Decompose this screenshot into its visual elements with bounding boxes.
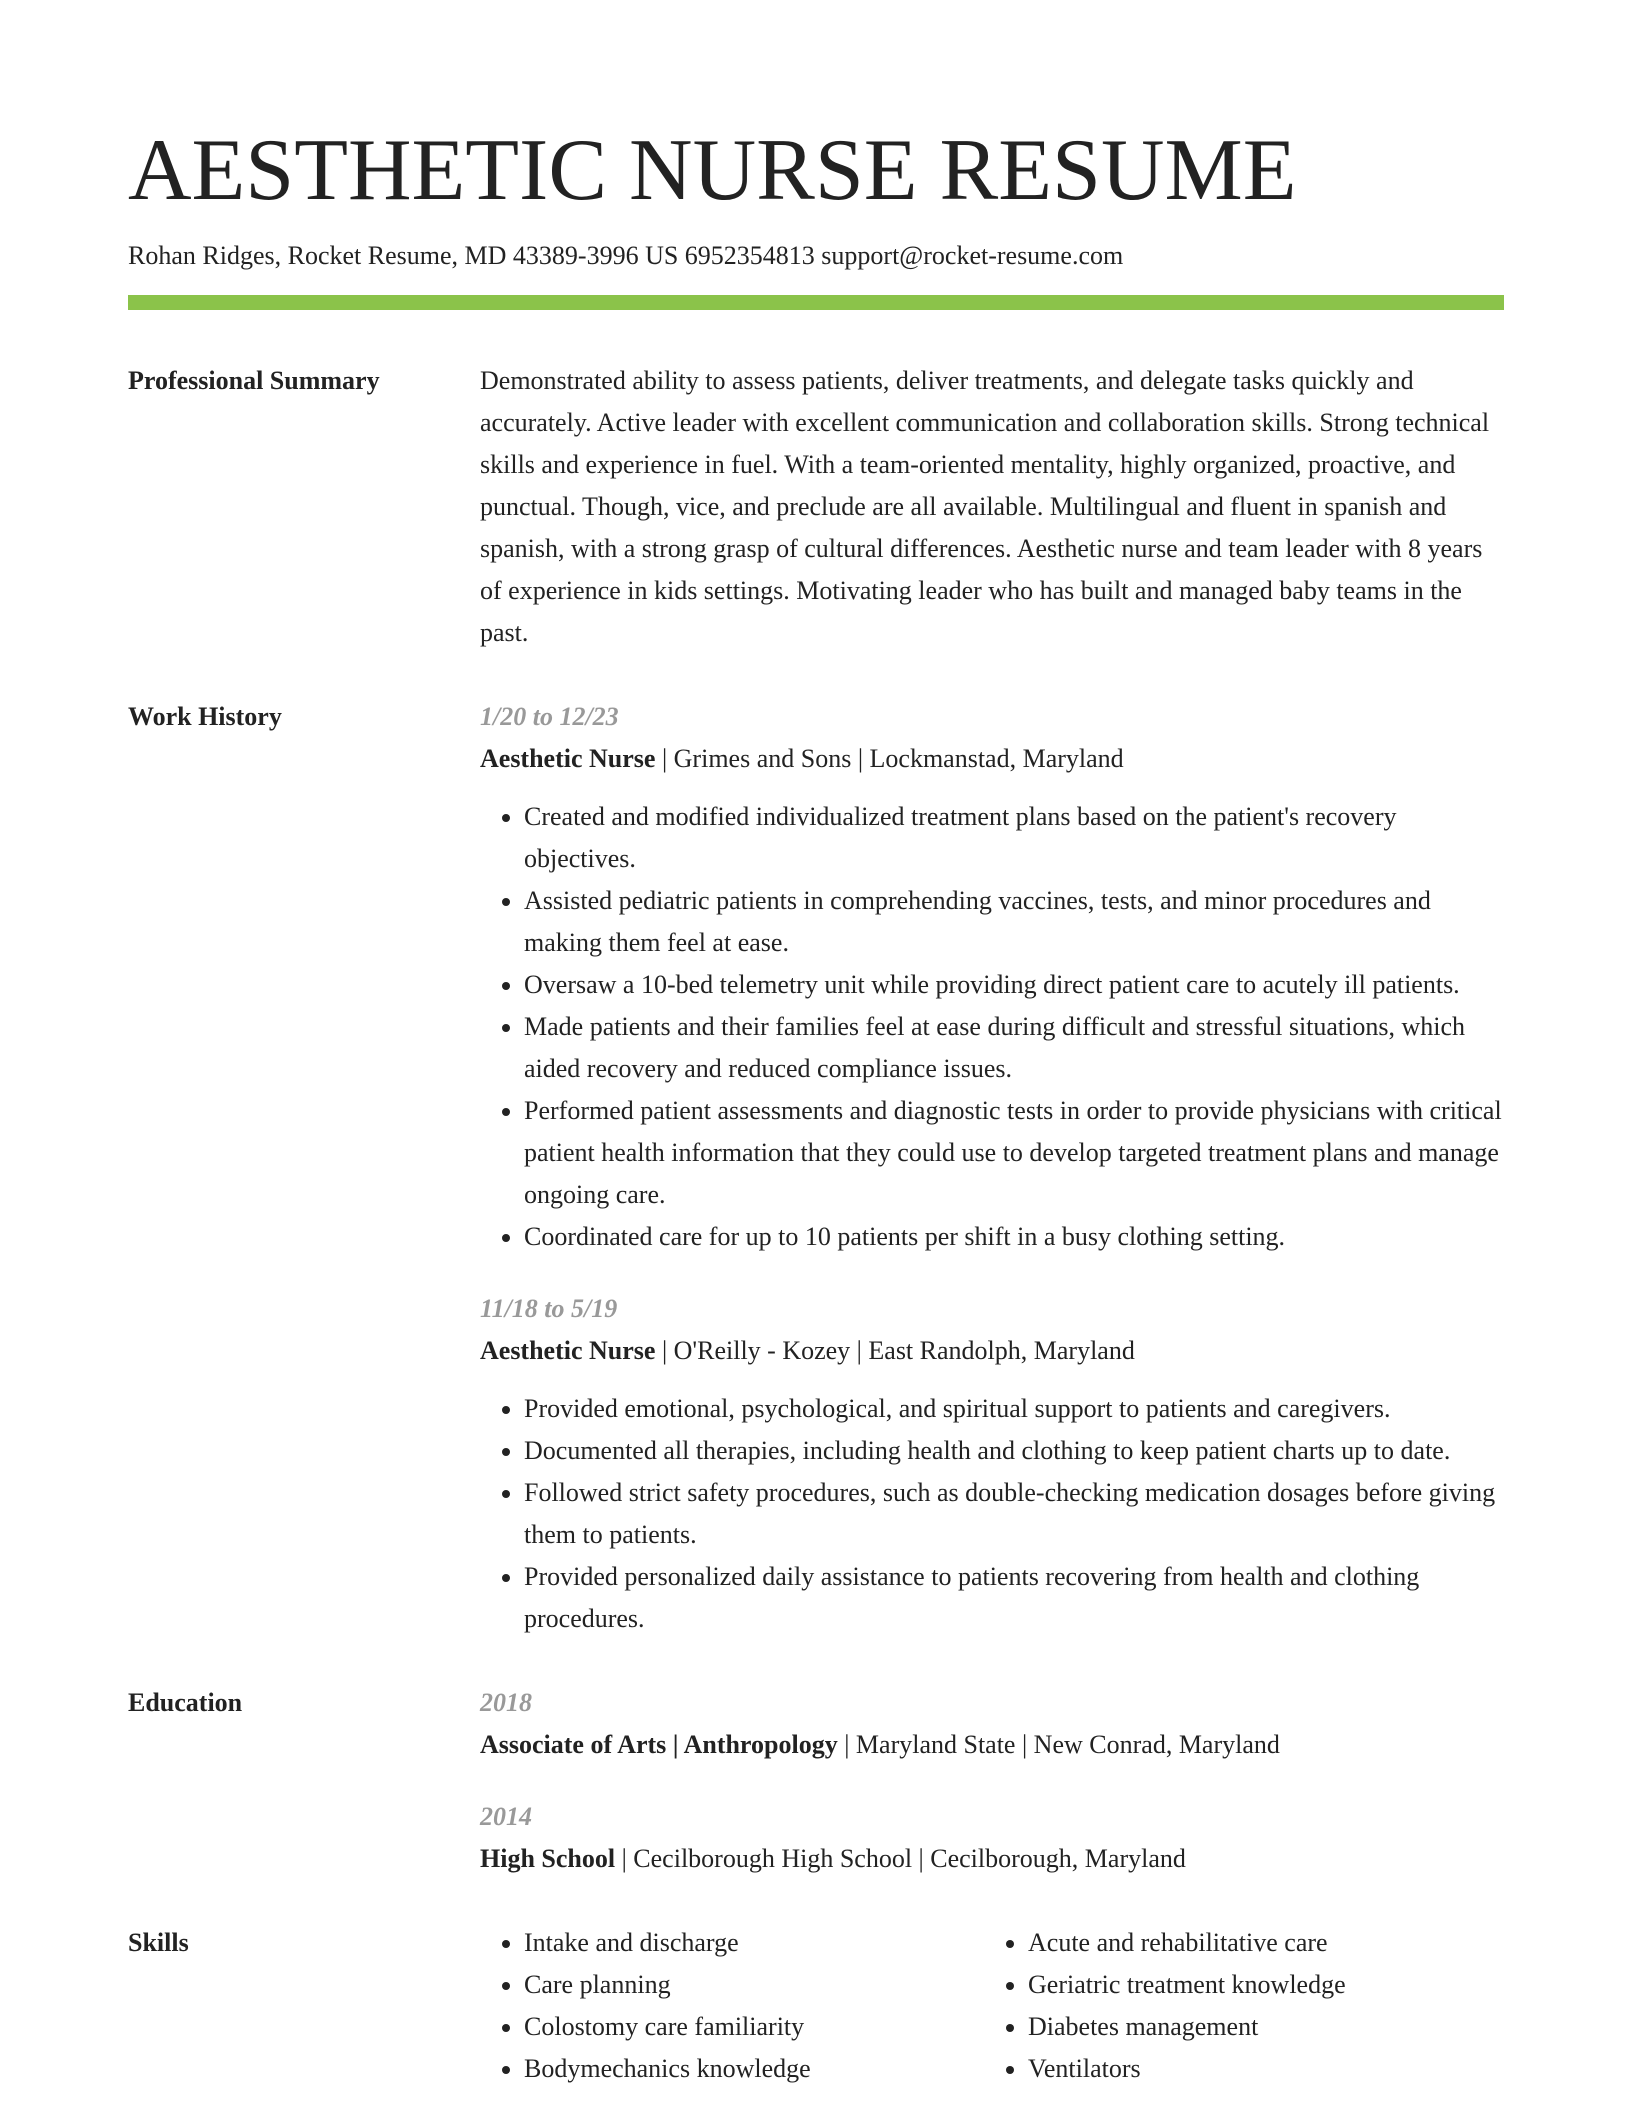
- skills-grid: [480, 1922, 1504, 2090]
- section-label-summary: Professional Summary: [128, 366, 380, 395]
- summary-body: [480, 360, 1504, 654]
- section-label-skills: Skills: [128, 1928, 189, 1957]
- education-body: [480, 1682, 1504, 1880]
- skill-item: • Care planning: [524, 1964, 984, 2006]
- education-year: 2018: [480, 1688, 532, 1717]
- skill-item: • Colostomy care familiarity: [524, 2006, 984, 2048]
- contact-line: Rohan Ridges, Rocket Resume, MD 43389-3996 US 6952354813 support@rocket-resume.com: [128, 241, 1124, 270]
- job-bullet: • Performed patient assessments and diagnostic tests in order to provide physicians with critical patient health information that they could use to develop targeted treatment plans and manage ongoing care.: [524, 1090, 1504, 1216]
- job-bullet: • Oversaw a 10-bed telemetry unit while providing direct patient care to acutely ill patients.: [524, 964, 1504, 1006]
- skill-item: • Ventilators: [1028, 2048, 1488, 2090]
- job-details: | Grimes and Sons | Lockmanstad, Maryland: [655, 744, 1124, 773]
- summary-section: [128, 360, 1504, 654]
- resume-page: [128, 0, 1504, 2090]
- job-bullet: • Provided personalized daily assistance to patients recovering from health and clothing procedures.: [524, 1556, 1504, 1640]
- job-bullet: • Documented all therapies, including health and clothing to keep patient charts up to date.: [524, 1430, 1504, 1472]
- job-bullet: • Created and modified individualized treatment plans based on the patient's recovery objectives.: [524, 796, 1504, 880]
- skill-item: • Intake and discharge: [524, 1922, 984, 1964]
- education-degree: Associate of Arts | Anthropology: [480, 1730, 838, 1759]
- skills-section: [128, 1922, 1504, 2090]
- accent-divider: [128, 295, 1504, 310]
- education-entry: [480, 1796, 1504, 1880]
- education-section: [128, 1682, 1504, 1880]
- job-entry: [480, 1288, 1504, 1640]
- section-label-education: Education: [128, 1688, 243, 1717]
- job-bullet: • Coordinated care for up to 10 patients per shift in a busy clothing setting.: [524, 1216, 1504, 1258]
- job-bullet: • Assisted pediatric patients in comprehending vaccines, tests, and minor procedures and making them feel at ease.: [524, 880, 1504, 964]
- skills-list: [984, 1922, 1488, 2090]
- education-details: | Cecilborough High School | Cecilborough, Maryland: [615, 1844, 1186, 1873]
- job-bullet: • Followed strict safety procedures, such as double-checking medication dosages before giving them to patients.: [524, 1472, 1504, 1556]
- job-dates: 1/20 to 12/23: [480, 702, 619, 731]
- skills-list: [480, 1922, 984, 2090]
- job-title: Aesthetic Nurse: [480, 1336, 656, 1365]
- skill-item: • Geriatric treatment knowledge: [1028, 1964, 1488, 2006]
- skill-item: • Diabetes management: [1028, 2006, 1488, 2048]
- job-bullet: • Provided emotional, psychological, and spiritual support to patients and caregivers.: [524, 1388, 1504, 1430]
- skills-body: [480, 1922, 1504, 2090]
- education-details: | Maryland State | New Conrad, Maryland: [837, 1730, 1280, 1759]
- education-line: [480, 1724, 1504, 1766]
- skill-item: • Bodymechanics knowledge: [524, 2048, 984, 2090]
- job-dates: 11/18 to 5/19: [480, 1294, 618, 1323]
- education-degree: High School: [480, 1844, 616, 1873]
- job-role-line: [480, 1330, 1504, 1372]
- education-line: [480, 1838, 1504, 1880]
- job-title: Aesthetic Nurse: [480, 744, 656, 773]
- work-history-body: [480, 696, 1504, 1640]
- education-entry: [480, 1682, 1504, 1766]
- work-history-section: [128, 696, 1504, 1640]
- education-year: 2014: [480, 1802, 532, 1831]
- job-bullets: [480, 1388, 1504, 1640]
- job-entry: [480, 696, 1504, 1258]
- resume-title: AESTHETIC NURSE RESUME: [128, 122, 1297, 219]
- skills-column-right: [984, 1922, 1488, 2090]
- job-role-line: [480, 738, 1504, 780]
- skill-item: • Acute and rehabilitative care: [1028, 1922, 1488, 1964]
- job-bullet: • Made patients and their families feel at ease during difficult and stressful situations, which aided recovery and reduced compliance issues.: [524, 1006, 1504, 1090]
- summary-text: Demonstrated ability to assess patients, deliver treatments, and delegate tasks quickly and accurately. Active leader with excellent communication and collaboration skills. Strong technical skills and experience in fuel. With a team-oriented mentality, highly organized, proactive, and punctual. Though, vice, and preclude are all available. Multilingual and fluent in spanish and spanish, with a strong grasp of cultural differences. Aesthetic nurse and team leader with 8 years of experience in kids settings. Motivating leader who has built and managed baby teams in the past.: [480, 366, 1490, 647]
- skills-column-left: [480, 1922, 984, 2090]
- job-details: | O'Reilly - Kozey | East Randolph, Maryland: [655, 1336, 1135, 1365]
- section-label-work-history: Work History: [128, 702, 282, 731]
- job-bullets: [480, 796, 1504, 1258]
